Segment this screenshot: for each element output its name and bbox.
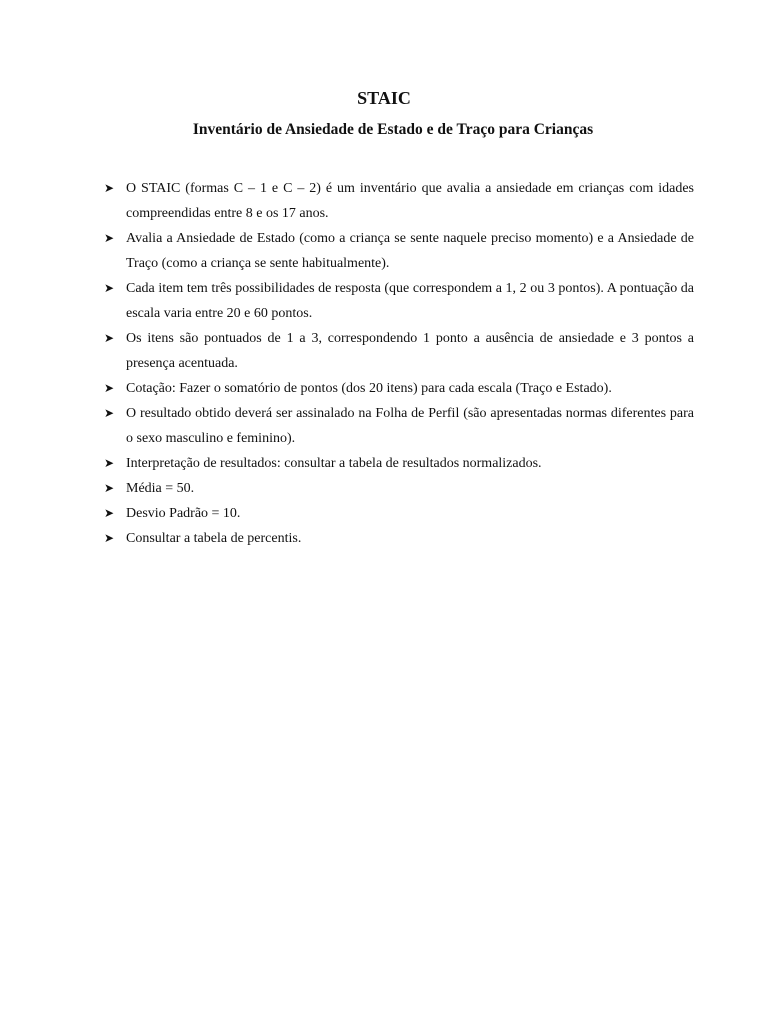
list-item <box>104 401 694 451</box>
bullet-list <box>104 176 694 551</box>
list-item-text: O resultado obtido deverá ser assinalado na Folha de Perfil (são apresentadas normas diferentes para o sexo masculino e feminino). <box>126 406 694 446</box>
list-item <box>104 376 694 401</box>
list-item-text: Cada item tem três possibilidades de resposta (que correspondem a 1, 2 ou 3 pontos). A pontuação da escala varia entre 20 e 60 pontos. <box>126 281 694 321</box>
list-item <box>104 326 694 376</box>
arrowhead-bullet-icon: ➤ <box>104 381 115 395</box>
document-subtitle: Inventário de Ansiedade de Estado e de Traço para Crianças <box>192 121 594 138</box>
document-title: STAIC <box>357 88 411 108</box>
list-item-text: Os itens são pontuados de 1 a 3, correspondendo 1 ponto a ausência de ansiedade e 3 pontos a presença acentuada. <box>126 331 694 371</box>
arrowhead-bullet-icon: ➤ <box>104 181 115 195</box>
list-item <box>104 276 694 326</box>
list-item-text: Consultar a tabela de percentis. <box>126 531 302 546</box>
list-item <box>104 476 694 501</box>
list-item-text: Média = 50. <box>126 481 195 496</box>
arrowhead-bullet-icon: ➤ <box>104 506 115 520</box>
arrowhead-bullet-icon: ➤ <box>104 456 115 470</box>
arrowhead-bullet-icon: ➤ <box>104 231 115 245</box>
list-item <box>104 176 694 226</box>
arrowhead-bullet-icon: ➤ <box>104 531 115 545</box>
list-item-text: O STAIC (formas C – 1 e C – 2) é um inventário que avalia a ansiedade em crianças com idades compreendidas entre 8 e os 17 anos. <box>126 181 694 221</box>
list-item <box>104 226 694 276</box>
arrowhead-bullet-icon: ➤ <box>104 331 115 345</box>
list-item-text: Interpretação de resultados: consultar a tabela de resultados normalizados. <box>126 456 542 471</box>
list-item-text: Cotação: Fazer o somatório de pontos (dos 20 itens) para cada escala (Traço e Estado). <box>126 381 612 396</box>
list-item <box>104 451 694 476</box>
list-item-text: Avalia a Ansiedade de Estado (como a criança se sente naquele preciso momento) e a Ansiedade de Traço (como a criança se sente habitualmente). <box>126 231 694 271</box>
arrowhead-bullet-icon: ➤ <box>104 406 115 420</box>
list-item <box>104 526 694 551</box>
arrowhead-bullet-icon: ➤ <box>104 481 115 495</box>
list-item-text: Desvio Padrão = 10. <box>126 506 241 521</box>
arrowhead-bullet-icon: ➤ <box>104 281 115 295</box>
list-item <box>104 501 694 526</box>
